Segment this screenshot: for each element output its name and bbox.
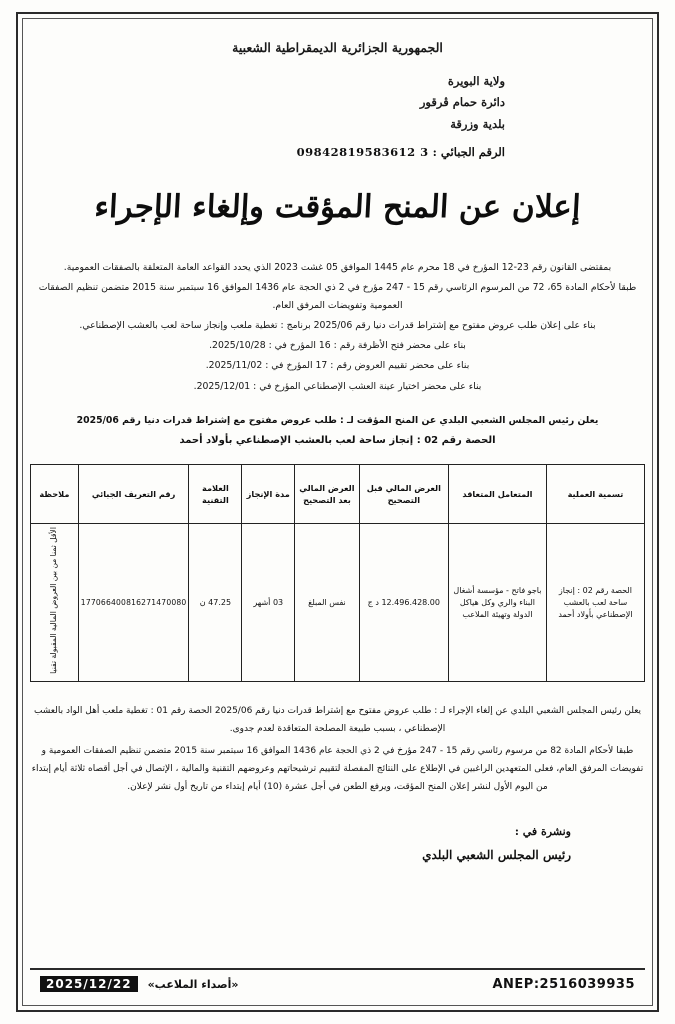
legal-paragraph: طبقا لأحكام المادة 65، 72 من المرسوم الرئاسي رقم 15 - 247 مؤرخ في 2 ذي الحجة عام 1436 الموافق 16 سبتمبر سنة 2015 متضمن تنظيم الصفقات العمومية وتفويضات المرفق العام. bbox=[38, 281, 637, 312]
legal-paragraph: بناء على محضر فتح الأظرفة رقم : 16 المؤرخ في : 2025/10/28. bbox=[209, 340, 466, 352]
cell-fiscal-id: 177066400816271470080 bbox=[78, 524, 189, 682]
th-fiscal-id: رقم التعريف الجبائي bbox=[78, 465, 189, 524]
cell-contractor: باجو فاتح - مؤسسة أشغال البناء والري وكل هياكل الدولة وتهيئة الملاعب bbox=[448, 524, 546, 682]
th-contractor: المتعامل المتعاقد bbox=[448, 465, 546, 524]
cancellation-paragraph: يعلن رئيس المجلس الشعبي البلدي عن إلغاء الإجراء لـ : طلب عروض مفتوح مع إشتراط قدرات دنيا رقم 2025/06 الحصة رقم 01 : تغطية ملعب أهل الواد بالعشب الإصطناعي ، بسبب طبيعة المصلحة المتعاقدة لعدم جدوى. bbox=[33, 706, 642, 735]
signature-block bbox=[30, 820, 645, 868]
fiscal-reference-number: 09842819583612 3 bbox=[296, 144, 429, 159]
signature-place-date: ونشرة في : bbox=[514, 825, 571, 839]
th-duration: مدة الإنجاز bbox=[242, 465, 295, 524]
table-row bbox=[31, 524, 645, 682]
lot-title: الحصة رقم 02 : إنجاز ساحة لعب بالعشب الإصطناعي بأولاد أحمد bbox=[179, 435, 496, 447]
admin-line-baladia: بلدية وزرقة bbox=[450, 116, 505, 131]
footer-right-group bbox=[40, 976, 239, 992]
admin-line-daira: دائرة حمام ڨرقور bbox=[419, 95, 505, 110]
cell-operation: الحصة رقم 02 : إنجاز ساحة لعب بالعشب الإصطناعي بأولاد أحمد bbox=[546, 524, 644, 682]
page-footer bbox=[30, 968, 645, 998]
document-content bbox=[30, 26, 645, 998]
appeal-paragraph: طبقا لأحكام المادة 82 من مرسوم رئاسي رقم 15 - 247 مؤرخ في 2 ذي الحجة عام 1436 الموافق 16 سبتمبر سنة 2015 متضمن تنظيم الصفقات العمومية و تفويضات المرفق العام، فعلى المتعهدين الراغبين في الإطلاع على النتائج المفصلة لتقييم ترشيحاتهم وعروضهم التقنية والمالية ، الإتصال في أجل أقصاه ثلاثة أيام إبتداء من اليوم الأول لنشر إعلان المنح المؤقت، ويرفع الطعن في أجل عشرة (10) أيام إبتداء من تاريخ أول نشر لإعلان. bbox=[31, 746, 644, 793]
legal-basis-list bbox=[30, 259, 645, 396]
signature-title: رئيس المجلس الشعبي البلدي bbox=[422, 848, 571, 863]
cell-note-text: الأقل ثمنا من بين العروض المالية المقبولة تقنيا bbox=[48, 527, 58, 675]
page-title: إعلان عن المنح المؤقت وإلغاء الإجراء bbox=[93, 188, 582, 225]
cancellation-section bbox=[30, 702, 645, 796]
cell-price-after: نفس المبلغ bbox=[295, 524, 360, 682]
table-header-row bbox=[31, 465, 645, 524]
legal-paragraph: بمقتضى القانون رقم 23-12 المؤرخ في 18 محرم عام 1445 الموافق 05 غشت 2023 الذي يحدد القواعد العامة المتعلقة بالصفقات العمومية. bbox=[63, 261, 612, 273]
cell-duration: 03 أشهر bbox=[242, 524, 295, 682]
publication-date: 2025/12/22 bbox=[40, 976, 138, 992]
th-price-after: العرض المالي بعد التصحيح bbox=[295, 465, 360, 524]
th-price-before: العرض المالي قبل التصحيح bbox=[359, 465, 448, 524]
legal-paragraph: بناء على محضر اختيار عينة العشب الإصطناعي المؤرخ في : 2025/12/01. bbox=[193, 380, 482, 392]
th-operation: تسمية العملية bbox=[546, 465, 644, 524]
award-table bbox=[30, 464, 645, 682]
legal-paragraph: بناء على محضر تقييم العروض رقم : 17 المؤرخ في : 2025/11/02. bbox=[205, 360, 470, 372]
admin-line-wilaya: ولاية البويرة bbox=[447, 74, 505, 88]
th-note: ملاحظة bbox=[31, 465, 79, 524]
anep-number: ANEP:2516039935 bbox=[492, 976, 635, 992]
cell-note bbox=[31, 524, 79, 682]
administrative-block bbox=[30, 71, 645, 135]
th-technical-mark: العلامة التقنية bbox=[189, 465, 242, 524]
fiscal-reference-label: الرقم الجبائي : bbox=[432, 144, 505, 159]
fiscal-reference bbox=[30, 145, 645, 159]
award-declaration: يعلن رئيس المجلس الشعبي البلدي عن المنح المؤقت لـ : طلب عروض مفتوح مع إشتراط قدرات دنيا رقم 2025/06 bbox=[76, 414, 599, 426]
newspaper-name: «أصداء الملاعب» bbox=[147, 977, 239, 991]
cell-technical-mark: 47.25 ن bbox=[189, 524, 242, 682]
legal-paragraph: بناء على إعلان طلب عروض مفتوح مع إشتراط قدرات دنيا رقم 2025/06 برنامج : تغطية ملعب وإنجاز ساحة لعب بالعشب الإصطناعي. bbox=[79, 320, 596, 332]
cell-price-before: 12.496.428.00 د ج bbox=[359, 524, 448, 682]
republic-heading: الجمهورية الجزائرية الديمقراطية الشعبية bbox=[232, 40, 443, 55]
